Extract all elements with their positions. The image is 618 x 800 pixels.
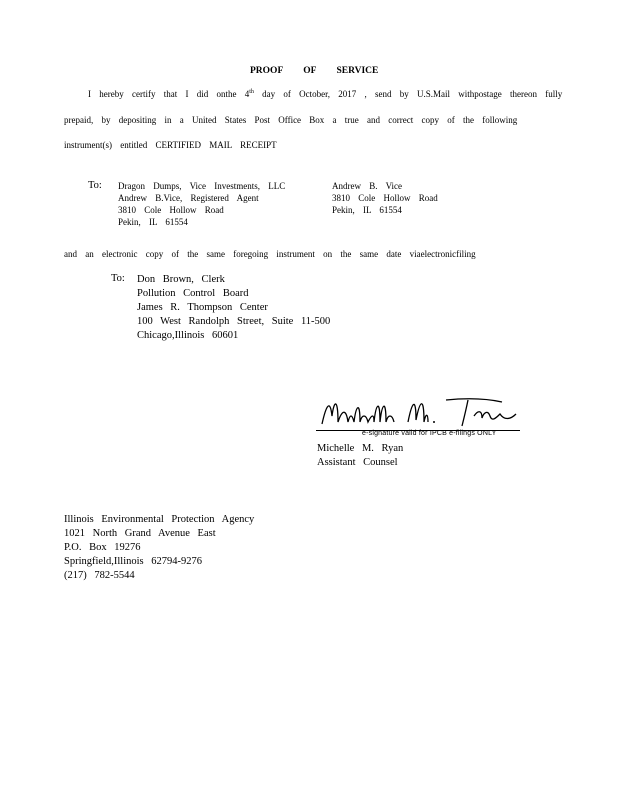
certify-line-3: instrument(s) entitled CERTIFIED MAIL RECEIPT xyxy=(64,140,277,150)
clerk-address-line: 100 West Randolph Street, Suite 11-500 xyxy=(137,316,331,327)
signature-block xyxy=(316,392,520,440)
electronic-filing-line: and an electronic copy of the same foregoing instrument on the same date viaelectronicfiling xyxy=(64,249,476,259)
agency-address-line: Springfield,Illinois 62794-9276 xyxy=(64,556,202,567)
agency-address-block xyxy=(64,513,254,583)
recipient-left-line: Dragon Dumps, Vice Investments, LLC xyxy=(118,181,286,191)
agency-address-line: 1021 North Grand Avenue East xyxy=(64,528,216,539)
recipient-right-line: Andrew B. Vice xyxy=(332,181,403,191)
recipient-left-line: 3810 Cole Hollow Road xyxy=(118,205,224,215)
recipient-right-line: 3810 Cole Hollow Road xyxy=(332,193,438,203)
signer-title: Assistant Counsel xyxy=(317,457,398,468)
clerk-address-line: James R. Thompson Center xyxy=(137,302,268,313)
clerk-address-block xyxy=(137,273,330,343)
certify-line-1-part-a: I hereby certify that I did onthe 4 xyxy=(88,89,250,99)
clerk-address-line: Chicago,Illinois 60601 xyxy=(137,330,239,341)
certify-line-1-part-b: day of October, 2017 , send by U.S.Mail withpostage thereon fully xyxy=(262,89,563,99)
clerk-address-line: Don Brown, Clerk xyxy=(137,274,225,285)
certify-line-1 xyxy=(88,89,562,99)
to-label-electronic: To: xyxy=(111,273,125,284)
recipient-left-block xyxy=(118,180,285,228)
recipient-right-block xyxy=(332,180,438,216)
agency-address-line: P.O. Box 19276 xyxy=(64,542,141,553)
signer-block xyxy=(317,442,403,470)
document-title: PROOF OF SERVICE xyxy=(250,66,379,76)
agency-address-line: (217) 782-5544 xyxy=(64,570,135,581)
recipient-right-line: Pekin, IL 61554 xyxy=(332,205,402,215)
certify-line-1-superscript: th xyxy=(249,89,254,95)
recipient-left-line: Pekin, IL 61554 xyxy=(118,217,188,227)
esignature-note: e-signature valid for IPCB e-filings ONLY xyxy=(362,430,497,437)
signer-name: Michelle M. Ryan xyxy=(317,443,404,454)
handwritten-signature xyxy=(316,392,520,432)
clerk-address-line: Pollution Control Board xyxy=(137,288,249,299)
recipient-left-line: Andrew B.Vice, Registered Agent xyxy=(118,193,259,203)
to-label-mail: To: xyxy=(88,180,102,191)
agency-address-line: Illinois Environmental Protection Agency xyxy=(64,514,255,525)
certify-line-2: prepaid, by depositing in a United States Post Office Box a true and correct copy of the following xyxy=(64,115,518,125)
